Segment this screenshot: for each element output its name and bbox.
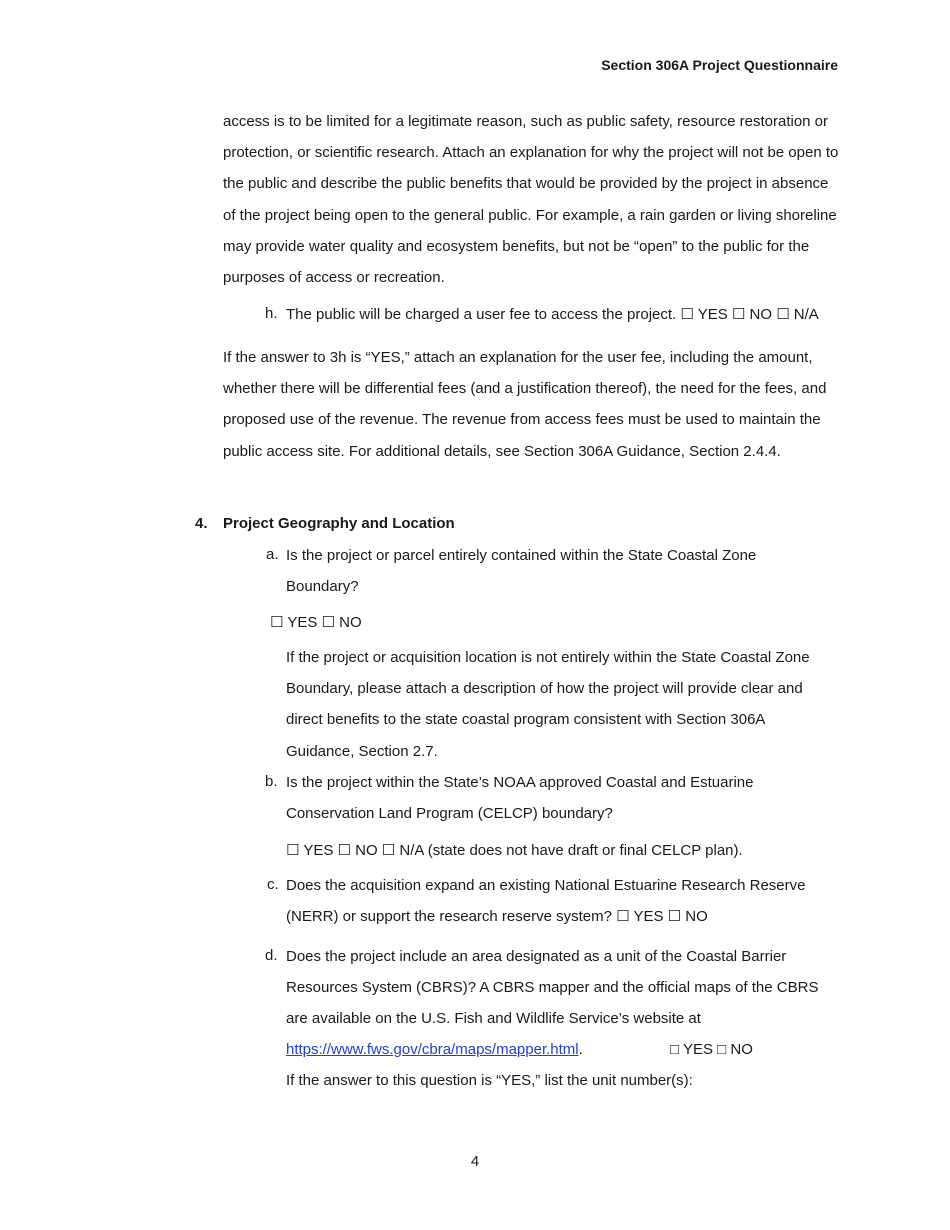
item-d-options[interactable]: □ YES □ NO — [670, 1041, 753, 1058]
intro-paragraph: access is to be limited for a legitimate reason, such as public safety, resource restoration or protection, or scientific research. Attach an explanation for why the project will not be open to the public and describe the public benefits that would be provided by the project in absence of the project being open to the general public. For example, a rain garden or living shoreline may provide water quality and ecosystem benefits, but not be “open” to the public for the purposes of access or recreation. — [223, 113, 839, 287]
item-h-question: The public will be charged a user fee to access the project. ☐ YES ☐ NO ☐ N/A — [286, 306, 819, 323]
item-b-options[interactable]: ☐ YES ☐ NO ☐ N/A (state does not have draft or final CELCP plan). — [286, 842, 743, 859]
item-b-question: Is the project within the State’s NOAA approved Coastal and Estuarine Conservation Land Program (CELCP) boundary? — [286, 774, 754, 823]
section-4-title: Project Geography and Location — [223, 515, 455, 532]
item-c-question: Does the acquisition expand an existing National Estuarine Research Reserve (NERR) or support the research reserve system? ☐ YES ☐ NO — [286, 877, 806, 926]
item-a-note: If the project or acquisition location is not entirely within the State Coastal Zone Boundary, please attach a description of how the project will provide clear and direct benefits to the state coastal program consistent with Section 306A Guidance, Section 2.7. — [286, 649, 810, 760]
item-d-marker: d. — [265, 947, 278, 964]
item-d-question: Does the project include an area designated as a unit of the Coastal Barrier Resources System (CBRS)? A CBRS mapper and the official maps of the CBRS are available on the U.S. Fish and Wildlife Service’s website at — [286, 948, 819, 1028]
item-a-options[interactable]: ☐ YES ☐ NO — [270, 614, 362, 631]
item-c-marker: c. — [267, 876, 279, 893]
page-header-title: Section 306A Project Questionnaire — [601, 57, 838, 73]
section-4-number: 4. — [195, 515, 208, 532]
item-d-followup: If the answer to this question is “YES,” list the unit number(s): — [286, 1072, 693, 1089]
link-suffix: . — [578, 1041, 583, 1058]
item-h-marker: h. — [265, 305, 278, 322]
cbrs-mapper-link[interactable]: https://www.fws.gov/cbra/maps/mapper.html — [286, 1041, 579, 1058]
page-number: 4 — [470, 1153, 480, 1170]
item-a-question: Is the project or parcel entirely contained within the State Coastal Zone Boundary? — [286, 547, 757, 596]
item-b-marker: b. — [265, 773, 278, 790]
item-a-marker: a. — [266, 546, 279, 563]
fee-paragraph: If the answer to 3h is “YES,” attach an explanation for the user fee, including the amount, whether there will be differential fees (and a justification thereof), the need for the fees, and proposed use of the revenue. The revenue from access fees must be used to maintain the public access site. For additional details, see Section 306A Guidance, Section 2.4.4. — [223, 349, 827, 460]
